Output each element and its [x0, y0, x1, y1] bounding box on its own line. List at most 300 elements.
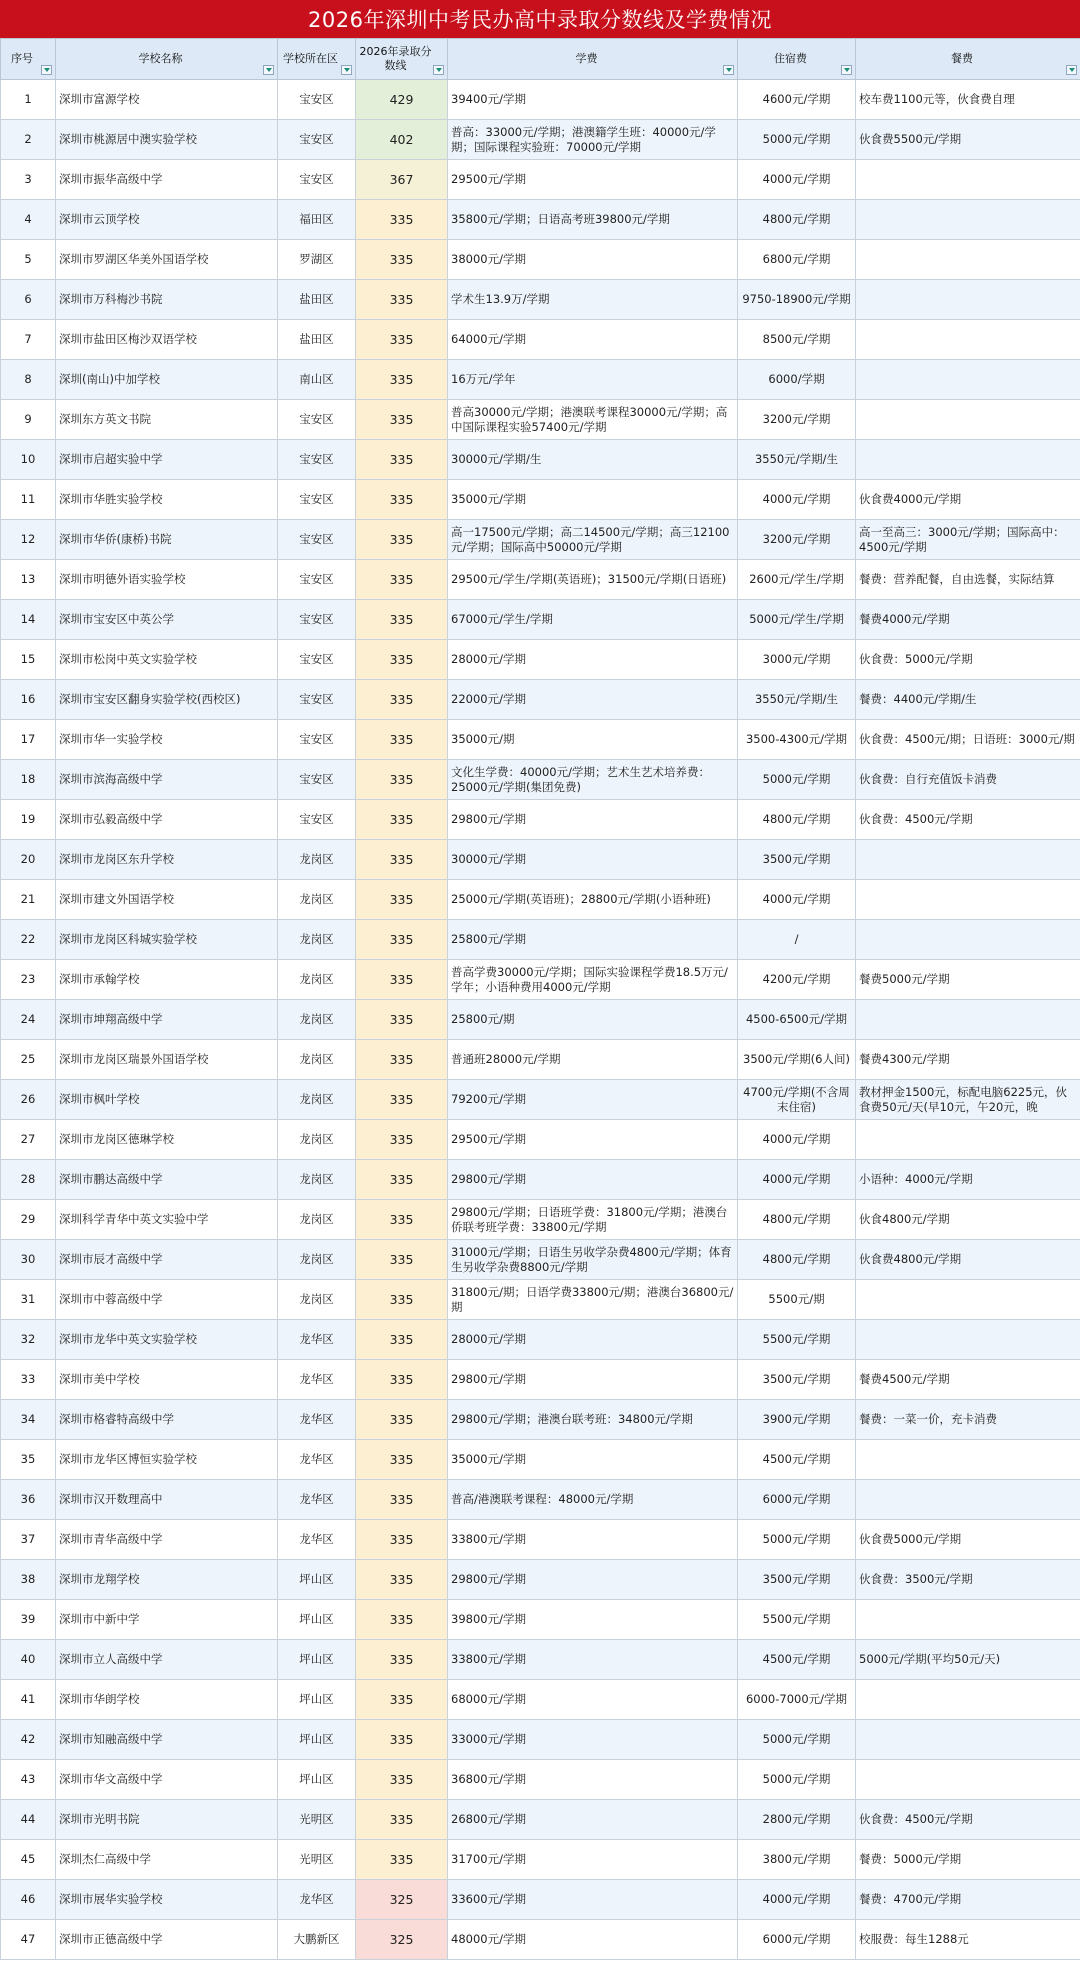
cell-tuition[interactable]: 33000元/学期 — [448, 1720, 738, 1760]
cell-meal[interactable]: 伙食费5500元/学期 — [856, 120, 1080, 160]
cell-dorm[interactable]: 5500元/学期 — [738, 1320, 856, 1360]
cell-tuition[interactable]: 普高：33000元/学期；港澳籍学生班：40000元/学期；国际课程实验班：70000元/学期 — [448, 120, 738, 160]
cell-meal[interactable] — [856, 880, 1080, 920]
cell-dorm[interactable]: 5000元/学期 — [738, 1760, 856, 1800]
cell-meal[interactable]: 餐费：5000元/学期 — [856, 1840, 1080, 1880]
cell-score[interactable]: 335 — [356, 320, 448, 360]
cell-tuition[interactable]: 29500元/学期 — [448, 1120, 738, 1160]
cell-school[interactable]: 深圳市宝安区翻身实验学校(西校区) — [56, 680, 278, 720]
cell-dorm[interactable]: 4800元/学期 — [738, 1240, 856, 1280]
cell-district[interactable]: 龙华区 — [278, 1320, 356, 1360]
cell-tuition[interactable]: 33800元/学期 — [448, 1640, 738, 1680]
cell-dorm[interactable]: / — [738, 920, 856, 960]
cell-no[interactable]: 15 — [1, 640, 56, 680]
cell-district[interactable]: 盐田区 — [278, 280, 356, 320]
filter-dropdown-icon[interactable] — [841, 65, 852, 75]
cell-score[interactable]: 335 — [356, 960, 448, 1000]
cell-dorm[interactable]: 9750-18900元/学期 — [738, 280, 856, 320]
cell-score[interactable]: 367 — [356, 160, 448, 200]
cell-district[interactable]: 龙华区 — [278, 1400, 356, 1440]
cell-school[interactable]: 深圳市松岗中英文实验学校 — [56, 640, 278, 680]
cell-tuition[interactable]: 35800元/学期；日语高考班39800元/学期 — [448, 200, 738, 240]
cell-no[interactable]: 33 — [1, 1360, 56, 1400]
cell-meal[interactable]: 伙食费：4500元/学期 — [856, 800, 1080, 840]
cell-meal[interactable]: 餐费4500元/学期 — [856, 1360, 1080, 1400]
cell-no[interactable]: 37 — [1, 1520, 56, 1560]
cell-district[interactable]: 宝安区 — [278, 520, 356, 560]
cell-dorm[interactable]: 4500元/学期 — [738, 1640, 856, 1680]
cell-school[interactable]: 深圳东方英文书院 — [56, 400, 278, 440]
cell-score[interactable]: 335 — [356, 1560, 448, 1600]
cell-meal[interactable] — [856, 200, 1080, 240]
cell-no[interactable]: 17 — [1, 720, 56, 760]
cell-dorm[interactable]: 3500-4300元/学期 — [738, 720, 856, 760]
cell-tuition[interactable]: 高一17500元/学期；高二14500元/学期；高三12100元/学期；国际高中50000元/学期 — [448, 520, 738, 560]
cell-district[interactable]: 光明区 — [278, 1800, 356, 1840]
cell-school[interactable]: 深圳市盐田区梅沙双语学校 — [56, 320, 278, 360]
cell-school[interactable]: 深圳市云顶学校 — [56, 200, 278, 240]
cell-no[interactable]: 7 — [1, 320, 56, 360]
cell-dorm[interactable]: 4200元/学期 — [738, 960, 856, 1000]
cell-dorm[interactable]: 4700元/学期(不含周末住宿) — [738, 1080, 856, 1120]
cell-dorm[interactable]: 6000-7000元/学期 — [738, 1680, 856, 1720]
cell-district[interactable]: 宝安区 — [278, 480, 356, 520]
cell-school[interactable]: 深圳市中蓉高级中学 — [56, 1280, 278, 1320]
cell-school[interactable]: 深圳市华文高级中学 — [56, 1760, 278, 1800]
cell-score[interactable]: 335 — [356, 1120, 448, 1160]
filter-dropdown-icon[interactable] — [723, 65, 734, 75]
cell-meal[interactable]: 校服费：每生1288元 — [856, 1920, 1080, 1960]
cell-school[interactable]: 深圳市桃源居中澳实验学校 — [56, 120, 278, 160]
cell-tuition[interactable]: 29800元/学期 — [448, 1160, 738, 1200]
cell-tuition[interactable]: 31800元/期；日语学费33800元/期；港澳台36800元/期 — [448, 1280, 738, 1320]
cell-tuition[interactable]: 22000元/学期 — [448, 680, 738, 720]
cell-score[interactable]: 429 — [356, 80, 448, 120]
cell-meal[interactable]: 伙食费：自行充值饭卡消费 — [856, 760, 1080, 800]
cell-no[interactable]: 38 — [1, 1560, 56, 1600]
cell-score[interactable]: 335 — [356, 400, 448, 440]
cell-dorm[interactable]: 3500元/学期(6人间) — [738, 1040, 856, 1080]
cell-score[interactable]: 335 — [356, 1320, 448, 1360]
filter-dropdown-icon[interactable] — [1066, 65, 1077, 75]
cell-dorm[interactable]: 3500元/学期 — [738, 1560, 856, 1600]
cell-district[interactable]: 龙华区 — [278, 1360, 356, 1400]
cell-school[interactable]: 深圳市辰才高级中学 — [56, 1240, 278, 1280]
cell-no[interactable]: 6 — [1, 280, 56, 320]
cell-district[interactable]: 宝安区 — [278, 720, 356, 760]
cell-no[interactable]: 26 — [1, 1080, 56, 1120]
cell-dorm[interactable]: 5000元/学期 — [738, 1720, 856, 1760]
cell-district[interactable]: 龙岗区 — [278, 920, 356, 960]
cell-meal[interactable]: 餐费：4400元/学期/生 — [856, 680, 1080, 720]
cell-score[interactable]: 335 — [356, 1480, 448, 1520]
cell-district[interactable]: 宝安区 — [278, 600, 356, 640]
cell-meal[interactable] — [856, 1120, 1080, 1160]
cell-school[interactable]: 深圳市华朗学校 — [56, 1680, 278, 1720]
cell-meal[interactable] — [856, 1000, 1080, 1040]
cell-school[interactable]: 深圳市承翰学校 — [56, 960, 278, 1000]
cell-no[interactable]: 10 — [1, 440, 56, 480]
cell-district[interactable]: 福田区 — [278, 200, 356, 240]
cell-score[interactable]: 335 — [356, 1400, 448, 1440]
cell-score[interactable]: 335 — [356, 1760, 448, 1800]
cell-district[interactable]: 龙华区 — [278, 1520, 356, 1560]
cell-dorm[interactable]: 4000元/学期 — [738, 160, 856, 200]
cell-score[interactable]: 335 — [356, 760, 448, 800]
cell-meal[interactable]: 高一至高三：3000元/学期；国际高中：4500元/学期 — [856, 520, 1080, 560]
cell-tuition[interactable]: 29800元/学期 — [448, 1360, 738, 1400]
cell-district[interactable]: 坪山区 — [278, 1640, 356, 1680]
cell-score[interactable]: 335 — [356, 720, 448, 760]
cell-district[interactable]: 宝安区 — [278, 640, 356, 680]
cell-tuition[interactable]: 31700元/学期 — [448, 1840, 738, 1880]
cell-district[interactable]: 龙岗区 — [278, 1080, 356, 1120]
filter-dropdown-icon[interactable] — [433, 65, 444, 75]
cell-meal[interactable]: 餐费4300元/学期 — [856, 1040, 1080, 1080]
cell-meal[interactable]: 伙食费：5000元/学期 — [856, 640, 1080, 680]
cell-no[interactable]: 14 — [1, 600, 56, 640]
cell-dorm[interactable]: 3000元/学期 — [738, 640, 856, 680]
cell-score[interactable]: 335 — [356, 480, 448, 520]
cell-meal[interactable] — [856, 1680, 1080, 1720]
cell-school[interactable]: 深圳市正德高级中学 — [56, 1920, 278, 1960]
cell-meal[interactable] — [856, 1720, 1080, 1760]
cell-score[interactable]: 335 — [356, 840, 448, 880]
cell-score[interactable]: 335 — [356, 200, 448, 240]
cell-district[interactable]: 宝安区 — [278, 80, 356, 120]
cell-dorm[interactable]: 2600元/学生/学期 — [738, 560, 856, 600]
cell-score[interactable]: 335 — [356, 1800, 448, 1840]
cell-dorm[interactable]: 6000/学期 — [738, 360, 856, 400]
cell-meal[interactable]: 伙食费4000元/学期 — [856, 480, 1080, 520]
cell-no[interactable]: 9 — [1, 400, 56, 440]
cell-tuition[interactable]: 35000元/学期 — [448, 480, 738, 520]
cell-score[interactable]: 335 — [356, 1040, 448, 1080]
cell-dorm[interactable]: 4500-6500元/学期 — [738, 1000, 856, 1040]
cell-score[interactable]: 335 — [356, 1360, 448, 1400]
cell-score[interactable]: 335 — [356, 920, 448, 960]
cell-school[interactable]: 深圳市明德外语实验学校 — [56, 560, 278, 600]
cell-no[interactable]: 39 — [1, 1600, 56, 1640]
cell-no[interactable]: 1 — [1, 80, 56, 120]
cell-no[interactable]: 11 — [1, 480, 56, 520]
cell-no[interactable]: 42 — [1, 1720, 56, 1760]
cell-meal[interactable]: 校车费1100元等，伙食费自理 — [856, 80, 1080, 120]
cell-district[interactable]: 坪山区 — [278, 1760, 356, 1800]
cell-no[interactable]: 46 — [1, 1880, 56, 1920]
cell-school[interactable]: 深圳市宝安区中英公学 — [56, 600, 278, 640]
cell-school[interactable]: 深圳市格睿特高级中学 — [56, 1400, 278, 1440]
cell-no[interactable]: 43 — [1, 1760, 56, 1800]
cell-district[interactable]: 宝安区 — [278, 800, 356, 840]
cell-dorm[interactable]: 4000元/学期 — [738, 1160, 856, 1200]
cell-meal[interactable]: 伙食费4800元/学期 — [856, 1240, 1080, 1280]
cell-tuition[interactable]: 29500元/学期 — [448, 160, 738, 200]
cell-score[interactable]: 335 — [356, 1000, 448, 1040]
cell-dorm[interactable]: 3800元/学期 — [738, 1840, 856, 1880]
cell-no[interactable]: 20 — [1, 840, 56, 880]
cell-score[interactable]: 325 — [356, 1920, 448, 1960]
cell-dorm[interactable]: 5500元/期 — [738, 1280, 856, 1320]
cell-school[interactable]: 深圳杰仁高级中学 — [56, 1840, 278, 1880]
cell-tuition[interactable]: 26800元/学期 — [448, 1800, 738, 1840]
cell-district[interactable]: 坪山区 — [278, 1720, 356, 1760]
cell-meal[interactable]: 餐费5000元/学期 — [856, 960, 1080, 1000]
cell-meal[interactable]: 餐费：营养配餐，自由选餐，实际结算 — [856, 560, 1080, 600]
cell-tuition[interactable]: 35000元/学期 — [448, 1440, 738, 1480]
cell-meal[interactable]: 5000元/学期(平均50元/天) — [856, 1640, 1080, 1680]
cell-district[interactable]: 宝安区 — [278, 560, 356, 600]
cell-meal[interactable] — [856, 160, 1080, 200]
cell-no[interactable]: 41 — [1, 1680, 56, 1720]
cell-score[interactable]: 335 — [356, 680, 448, 720]
cell-meal[interactable] — [856, 1280, 1080, 1320]
cell-school[interactable]: 深圳市鹏达高级中学 — [56, 1160, 278, 1200]
cell-district[interactable]: 宝安区 — [278, 680, 356, 720]
cell-tuition[interactable]: 25000元/学期(英语班)；28800元/学期(小语种班) — [448, 880, 738, 920]
cell-school[interactable]: 深圳科学青华中英文实验中学 — [56, 1200, 278, 1240]
cell-tuition[interactable]: 普高/港澳联考课程：48000元/学期 — [448, 1480, 738, 1520]
cell-tuition[interactable]: 33800元/学期 — [448, 1520, 738, 1560]
filter-dropdown-icon[interactable] — [341, 65, 352, 75]
cell-school[interactable]: 深圳市华一实验学校 — [56, 720, 278, 760]
cell-dorm[interactable]: 2800元/学期 — [738, 1800, 856, 1840]
cell-no[interactable]: 13 — [1, 560, 56, 600]
filter-dropdown-icon[interactable] — [263, 65, 274, 75]
cell-no[interactable]: 23 — [1, 960, 56, 1000]
cell-no[interactable]: 8 — [1, 360, 56, 400]
cell-no[interactable]: 30 — [1, 1240, 56, 1280]
cell-tuition[interactable]: 33600元/学期 — [448, 1880, 738, 1920]
cell-score[interactable]: 335 — [356, 600, 448, 640]
cell-score[interactable]: 335 — [356, 440, 448, 480]
cell-score[interactable]: 335 — [356, 880, 448, 920]
cell-district[interactable]: 龙华区 — [278, 1480, 356, 1520]
cell-score[interactable]: 335 — [356, 1520, 448, 1560]
cell-no[interactable]: 40 — [1, 1640, 56, 1680]
cell-meal[interactable] — [856, 240, 1080, 280]
cell-tuition[interactable]: 29800元/学期 — [448, 1560, 738, 1600]
cell-dorm[interactable]: 3550元/学期/生 — [738, 680, 856, 720]
cell-school[interactable]: 深圳市龙岗区科城实验学校 — [56, 920, 278, 960]
cell-dorm[interactable]: 4600元/学期 — [738, 80, 856, 120]
cell-no[interactable]: 45 — [1, 1840, 56, 1880]
cell-tuition[interactable]: 68000元/学期 — [448, 1680, 738, 1720]
cell-score[interactable]: 335 — [356, 1720, 448, 1760]
cell-district[interactable]: 坪山区 — [278, 1560, 356, 1600]
cell-school[interactable]: 深圳市枫叶学校 — [56, 1080, 278, 1120]
cell-dorm[interactable]: 3500元/学期 — [738, 840, 856, 880]
cell-tuition[interactable]: 67000元/学生/学期 — [448, 600, 738, 640]
cell-meal[interactable]: 教材押金1500元，标配电脑6225元，伙食费50元/天(早10元，午20元，晚 — [856, 1080, 1080, 1120]
cell-school[interactable]: 深圳市坤翔高级中学 — [56, 1000, 278, 1040]
cell-tuition[interactable]: 28000元/学期 — [448, 1320, 738, 1360]
cell-school[interactable]: 深圳市立人高级中学 — [56, 1640, 278, 1680]
cell-no[interactable]: 3 — [1, 160, 56, 200]
cell-no[interactable]: 21 — [1, 880, 56, 920]
cell-meal[interactable] — [856, 1760, 1080, 1800]
cell-no[interactable]: 19 — [1, 800, 56, 840]
cell-score[interactable]: 335 — [356, 1640, 448, 1680]
cell-no[interactable]: 34 — [1, 1400, 56, 1440]
cell-dorm[interactable]: 5500元/学期 — [738, 1600, 856, 1640]
cell-no[interactable]: 32 — [1, 1320, 56, 1360]
cell-meal[interactable]: 伙食费：4500元/期；日语班：3000元/期 — [856, 720, 1080, 760]
cell-school[interactable]: 深圳市启超实验中学 — [56, 440, 278, 480]
cell-meal[interactable] — [856, 280, 1080, 320]
cell-dorm[interactable]: 6000元/学期 — [738, 1920, 856, 1960]
cell-tuition[interactable]: 36800元/学期 — [448, 1760, 738, 1800]
cell-no[interactable]: 28 — [1, 1160, 56, 1200]
cell-district[interactable]: 南山区 — [278, 360, 356, 400]
cell-tuition[interactable]: 普高30000元/学期；港澳联考课程30000元/学期；高中国际课程实验57400元/学期 — [448, 400, 738, 440]
cell-no[interactable]: 24 — [1, 1000, 56, 1040]
cell-district[interactable]: 龙岗区 — [278, 880, 356, 920]
cell-tuition[interactable]: 39800元/学期 — [448, 1600, 738, 1640]
cell-tuition[interactable]: 25800元/期 — [448, 1000, 738, 1040]
cell-tuition[interactable]: 31000元/学期；日语生另收学杂费4800元/学期；体育生另收学杂费8800元/学期 — [448, 1240, 738, 1280]
cell-score[interactable]: 335 — [356, 1160, 448, 1200]
cell-tuition[interactable]: 30000元/学期 — [448, 840, 738, 880]
cell-school[interactable]: 深圳(南山)中加学校 — [56, 360, 278, 400]
cell-school[interactable]: 深圳市龙华区博恒实验学校 — [56, 1440, 278, 1480]
cell-school[interactable]: 深圳市富源学校 — [56, 80, 278, 120]
cell-district[interactable]: 龙岗区 — [278, 1000, 356, 1040]
cell-tuition[interactable]: 16万元/学年 — [448, 360, 738, 400]
cell-score[interactable]: 402 — [356, 120, 448, 160]
cell-district[interactable]: 罗湖区 — [278, 240, 356, 280]
cell-meal[interactable]: 伙食4800元/学期 — [856, 1200, 1080, 1240]
cell-dorm[interactable]: 3550元/学期/生 — [738, 440, 856, 480]
cell-meal[interactable] — [856, 1320, 1080, 1360]
cell-dorm[interactable]: 5000元/学期 — [738, 760, 856, 800]
cell-meal[interactable] — [856, 1440, 1080, 1480]
cell-district[interactable]: 龙岗区 — [278, 840, 356, 880]
cell-meal[interactable] — [856, 1600, 1080, 1640]
cell-tuition[interactable]: 学术生13.9万/学期 — [448, 280, 738, 320]
cell-district[interactable]: 宝安区 — [278, 400, 356, 440]
cell-dorm[interactable]: 3500元/学期 — [738, 1360, 856, 1400]
cell-school[interactable]: 深圳市青华高级中学 — [56, 1520, 278, 1560]
cell-dorm[interactable]: 4000元/学期 — [738, 1880, 856, 1920]
cell-meal[interactable] — [856, 440, 1080, 480]
cell-dorm[interactable]: 5000元/学期 — [738, 1520, 856, 1560]
cell-dorm[interactable]: 5000元/学期 — [738, 120, 856, 160]
cell-school[interactable]: 深圳市知融高级中学 — [56, 1720, 278, 1760]
cell-meal[interactable]: 餐费：一菜一价，充卡消费 — [856, 1400, 1080, 1440]
cell-meal[interactable]: 伙食费：3500元/学期 — [856, 1560, 1080, 1600]
cell-tuition[interactable]: 30000元/学期/生 — [448, 440, 738, 480]
cell-tuition[interactable]: 39400元/学期 — [448, 80, 738, 120]
cell-no[interactable]: 27 — [1, 1120, 56, 1160]
cell-dorm[interactable]: 5000元/学生/学期 — [738, 600, 856, 640]
cell-district[interactable]: 龙岗区 — [278, 1040, 356, 1080]
cell-school[interactable]: 深圳市龙华中英文实验学校 — [56, 1320, 278, 1360]
cell-school[interactable]: 深圳市龙岗区东升学校 — [56, 840, 278, 880]
cell-meal[interactable] — [856, 1480, 1080, 1520]
cell-no[interactable]: 5 — [1, 240, 56, 280]
cell-district[interactable]: 龙岗区 — [278, 1240, 356, 1280]
cell-district[interactable]: 龙岗区 — [278, 960, 356, 1000]
cell-dorm[interactable]: 6000元/学期 — [738, 1480, 856, 1520]
cell-tuition[interactable]: 普高学费30000元/学期；国际实验课程学费18.5万元/学年；小语种费用4000元/学期 — [448, 960, 738, 1000]
cell-dorm[interactable]: 4500元/学期 — [738, 1440, 856, 1480]
cell-score[interactable]: 335 — [356, 1200, 448, 1240]
cell-meal[interactable] — [856, 360, 1080, 400]
cell-dorm[interactable]: 4800元/学期 — [738, 1200, 856, 1240]
cell-score[interactable]: 325 — [356, 1880, 448, 1920]
cell-score[interactable]: 335 — [356, 1840, 448, 1880]
cell-school[interactable]: 深圳市展华实验学校 — [56, 1880, 278, 1920]
cell-school[interactable]: 深圳市美中学校 — [56, 1360, 278, 1400]
cell-district[interactable]: 宝安区 — [278, 160, 356, 200]
cell-score[interactable]: 335 — [356, 1680, 448, 1720]
cell-score[interactable]: 335 — [356, 1440, 448, 1480]
cell-no[interactable]: 47 — [1, 1920, 56, 1960]
cell-score[interactable]: 335 — [356, 640, 448, 680]
cell-dorm[interactable]: 4800元/学期 — [738, 200, 856, 240]
cell-tuition[interactable]: 28000元/学期 — [448, 640, 738, 680]
cell-district[interactable]: 龙岗区 — [278, 1120, 356, 1160]
cell-meal[interactable]: 餐费4000元/学期 — [856, 600, 1080, 640]
cell-tuition[interactable]: 29800元/学期 — [448, 800, 738, 840]
cell-meal[interactable] — [856, 320, 1080, 360]
cell-meal[interactable]: 伙食费5000元/学期 — [856, 1520, 1080, 1560]
cell-district[interactable]: 宝安区 — [278, 760, 356, 800]
cell-school[interactable]: 深圳市建文外国语学校 — [56, 880, 278, 920]
cell-dorm[interactable]: 8500元/学期 — [738, 320, 856, 360]
cell-district[interactable]: 盐田区 — [278, 320, 356, 360]
cell-school[interactable]: 深圳市龙岗区瑞景外国语学校 — [56, 1040, 278, 1080]
cell-dorm[interactable]: 4000元/学期 — [738, 880, 856, 920]
cell-dorm[interactable]: 3200元/学期 — [738, 400, 856, 440]
cell-district[interactable]: 龙岗区 — [278, 1200, 356, 1240]
cell-tuition[interactable]: 29800元/学期；港澳台联考班：34800元/学期 — [448, 1400, 738, 1440]
cell-no[interactable]: 16 — [1, 680, 56, 720]
cell-score[interactable]: 335 — [356, 1280, 448, 1320]
cell-school[interactable]: 深圳市弘毅高级中学 — [56, 800, 278, 840]
cell-school[interactable]: 深圳市中新中学 — [56, 1600, 278, 1640]
filter-dropdown-icon[interactable] — [41, 65, 52, 75]
cell-district[interactable]: 大鹏新区 — [278, 1920, 356, 1960]
cell-no[interactable]: 36 — [1, 1480, 56, 1520]
cell-no[interactable]: 25 — [1, 1040, 56, 1080]
cell-no[interactable]: 2 — [1, 120, 56, 160]
cell-score[interactable]: 335 — [356, 1080, 448, 1120]
cell-district[interactable]: 光明区 — [278, 1840, 356, 1880]
cell-meal[interactable] — [856, 400, 1080, 440]
cell-score[interactable]: 335 — [356, 280, 448, 320]
cell-tuition[interactable]: 48000元/学期 — [448, 1920, 738, 1960]
cell-tuition[interactable]: 38000元/学期 — [448, 240, 738, 280]
cell-district[interactable]: 龙华区 — [278, 1880, 356, 1920]
cell-meal[interactable]: 餐费：4700元/学期 — [856, 1880, 1080, 1920]
cell-no[interactable]: 29 — [1, 1200, 56, 1240]
cell-tuition[interactable]: 64000元/学期 — [448, 320, 738, 360]
cell-meal[interactable] — [856, 840, 1080, 880]
cell-score[interactable]: 335 — [356, 520, 448, 560]
cell-school[interactable]: 深圳市光明书院 — [56, 1800, 278, 1840]
cell-meal[interactable]: 伙食费：4500元/学期 — [856, 1800, 1080, 1840]
cell-no[interactable]: 35 — [1, 1440, 56, 1480]
cell-dorm[interactable]: 4800元/学期 — [738, 800, 856, 840]
cell-school[interactable]: 深圳市龙岗区德琳学校 — [56, 1120, 278, 1160]
cell-school[interactable]: 深圳市汉开数理高中 — [56, 1480, 278, 1520]
cell-district[interactable]: 坪山区 — [278, 1680, 356, 1720]
cell-dorm[interactable]: 4000元/学期 — [738, 480, 856, 520]
cell-dorm[interactable]: 6800元/学期 — [738, 240, 856, 280]
cell-tuition[interactable]: 普通班28000元/学期 — [448, 1040, 738, 1080]
